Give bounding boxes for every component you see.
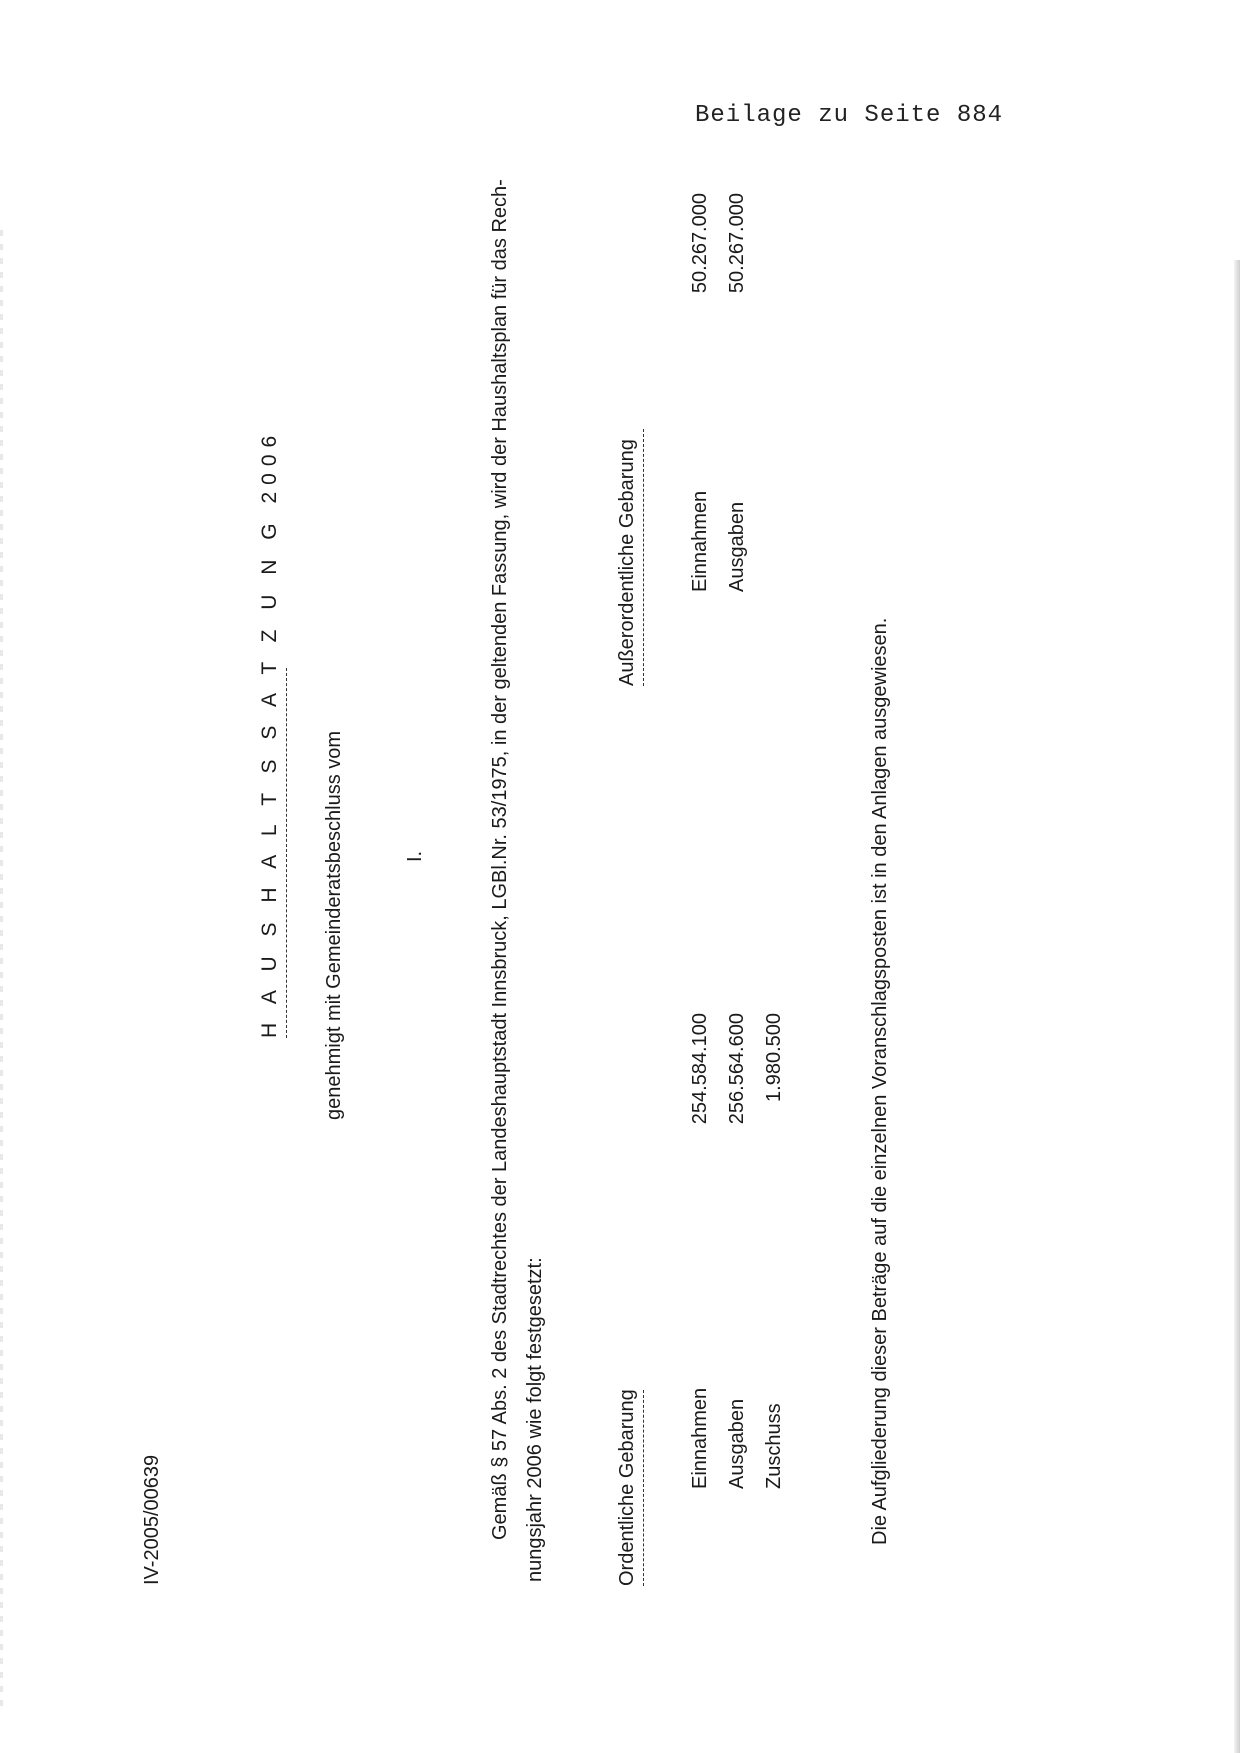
ordentliche-label-zuschuss: Zuschuss	[763, 1403, 785, 1489]
closing-statement: Die Aufgliederung dieser Beträge auf die einzelnen Voranschlagsposten ist in den Anlagen ausgewiesen.	[869, 617, 891, 1545]
document-title: H A U S H A L T S S A T Z U N G 2006	[258, 668, 287, 1038]
ausserordentliche-label-ausgaben: Ausgaben	[726, 501, 748, 592]
section-numeral: I.	[404, 850, 426, 862]
ordentliche-label-einnahmen: Einnahmen	[689, 1387, 711, 1489]
ordentliche-heading: Ordentliche Gebarung	[615, 1390, 644, 1586]
ordentliche-value-einnahmen: 254.584.100	[689, 1013, 711, 1125]
ausserordentliche-value-einnahmen: 50.267.000	[689, 193, 711, 294]
ausserordentliche-value-ausgaben: 50.267.000	[726, 193, 748, 294]
page-stamp: Beilage zu Seite 884	[695, 102, 1004, 129]
ordentliche-value-zuschuss: 1.980.500	[763, 1013, 785, 1102]
intro-line-2: nungsjahr 2006 wie folgt festgesetzt:	[524, 1257, 546, 1582]
ordentliche-label-ausgaben: Ausgaben	[726, 1398, 748, 1489]
ausserordentliche-heading: Außerordentliche Gebarung	[615, 429, 644, 686]
intro-line-1: Gemäß § 57 Abs. 2 des Stadtrechtes der Landeshauptstadt Innsbruck, LGBl.Nr. 53/1975, in der geltenden Fassung, wird der Haushaltsplan für das Rech-	[489, 179, 511, 1540]
document-subtitle: genehmigt mit Gemeinderatsbeschluss vom	[323, 730, 345, 1120]
ordentliche-value-ausgaben: 256.564.600	[726, 1013, 748, 1125]
ausserordentliche-label-einnahmen: Einnahmen	[689, 490, 711, 592]
reference-number: IV-2005/00639	[141, 1454, 163, 1585]
